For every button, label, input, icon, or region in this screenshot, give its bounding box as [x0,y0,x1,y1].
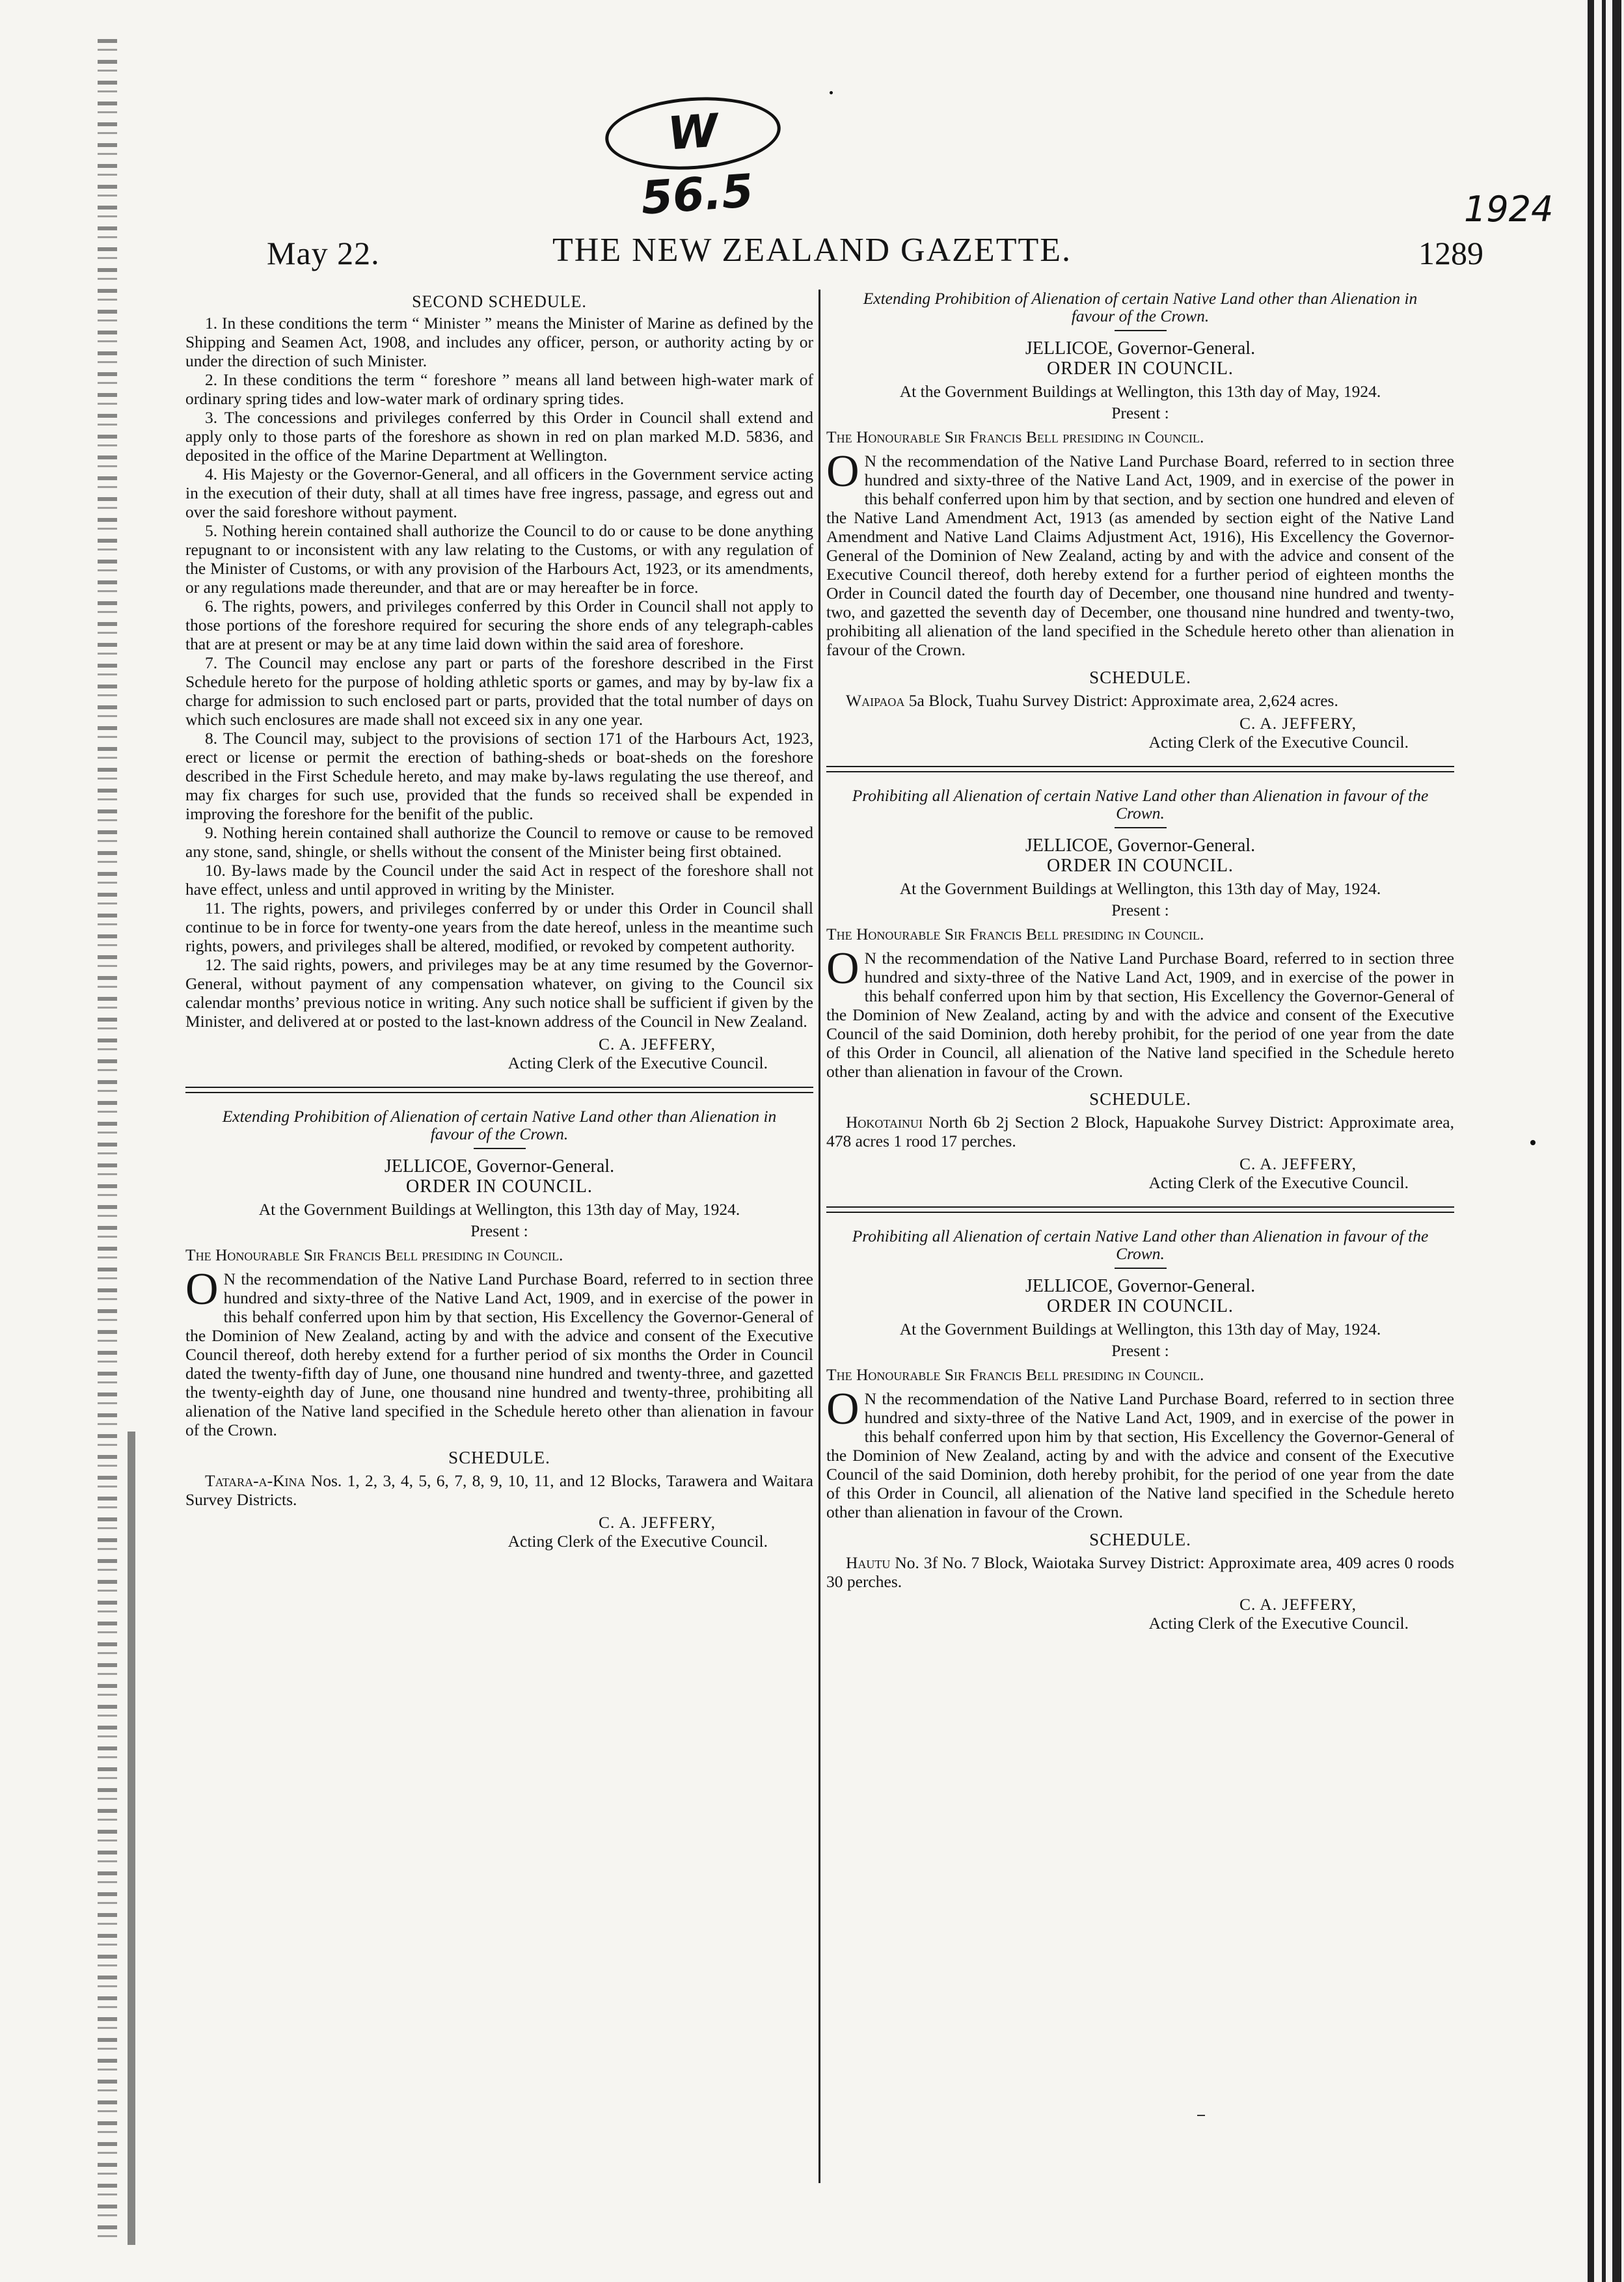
order-body-text: N the recommendation of the Native Land Purchase Board, referred to in section three hundred and sixty-three of the Native Land Act, 1909, and in exercise of the power in this behalf conferred upon him by that section, His Excellency the Governor-General of the Dominion of New Zealand, acting by and with the advice and consent of the Executive Council of the said Dominion, doth hereby prohibit, for the period of one year from the date of this Order in Council, all alienation of the Native land specified in the Schedule hereto other than alienation in favour of the Crown. [826,949,1454,1081]
handwritten-year-mark: 1924 [1464,189,1554,230]
drop-cap: O [185,1264,219,1314]
schedule-heading: SCHEDULE. [1089,1089,1191,1109]
presiding-line: The Honourable Sir Francis Bell presiding in Council. [826,1365,1204,1384]
condition-2: 2. In these conditions the term “ foreshore ” means all land between high-water mark of ordinary spring tides and low-water mark of ordinary spring tides. [185,370,813,408]
scan-speck [1530,1140,1536,1145]
condition-5: 5. Nothing herein contained shall authorize the Council to do or cause to be done anything repugnant to or inconsistent with any law relating to the Customs, or with any regulation of the Minister of Customs, or with any provision of the Harbours Act, 1923, or its amendments, or any regulations made thereunder, and that are or may hereafter be in force. [185,521,813,597]
order-body-text: N the recommendation of the Native Land Purchase Board, referred to in section three hundred and sixty-three of the Native Land Act, 1909, and in exercise of the power in this behalf conferred upon him by that section, His Excellency the Governor-General of the Dominion of New Zealand, acting by and with the advice and consent of the Executive Council thereof, doth hereby extend for a further period of six months the Order in Council dated the twenty-fifth day of June, one thousand nine hundred and twenty-three, and gazetted the twenty-eighth day of June, one thousand nine hundred and twenty-three, prohibiting all alienation of the Native land specified in the Schedule hereto other than alienation in favour of the Crown. [185,1270,813,1439]
order-body [185,1264,813,1439]
short-rule [1115,1268,1167,1269]
schedule-heading: SCHEDULE. [1089,668,1191,687]
schedule-body [826,1553,1454,1591]
schedule-body [185,1471,813,1509]
signature-title: Acting Clerk of the Executive Council. [508,1053,768,1072]
short-rule [1115,827,1167,828]
signature-title: Acting Clerk of the Executive Council. [1148,1173,1409,1192]
order-title: Extending Prohibition of Alienation of certain Native Land other than Alienation in favour of the Crown. [863,289,1418,325]
present-label: Present : [1111,901,1169,919]
signature-title: Acting Clerk of the Executive Council. [508,1532,768,1551]
condition-6: 6. The rights, powers, and privileges conferred by this Order in Council shall not apply to those portions of the foreshore required for securing the shore ends of any telegraph-cables that are at present or may be at any time laid down within the said area of foreshore. [185,597,813,653]
scan-edge-right-2 [1602,0,1606,2282]
order-place-date: At the Government Buildings at Wellington, this 13th day of May, 1924. [258,1200,740,1219]
signature-name: C. A. JEFFERY, [1239,714,1357,733]
order-title: Extending Prohibition of Alienation of certain Native Land other than Alienation in favour of the Crown. [222,1107,777,1143]
scan-edge-right [1588,0,1594,2282]
condition-10: 10. By-laws made by the Council under the said Act in respect of the foreshore shall not have effect, unless and until approved in writing by the Minister. [185,861,813,899]
presiding-line: The Honourable Sir Francis Bell presiding in Council. [826,428,1204,446]
scan-edge-left [98,39,117,2245]
scan-edge-binding [128,1432,135,2245]
section-separator [185,1087,813,1093]
section-separator [826,1206,1454,1213]
drop-cap: O [826,1384,859,1434]
order-place-date: At the Government Buildings at Wellington, this 13th day of May, 1924. [899,879,1381,898]
order-place-date: At the Government Buildings at Wellington, this 13th day of May, 1924. [899,1320,1381,1338]
order-title: Prohibiting all Alienation of certain Native Land other than Alienation in favour of the Crown. [852,786,1429,822]
schedule-land-detail: 5a Block, Tuahu Survey District: Approximate area, 2,624 acres. [904,691,1338,710]
signature-name: C. A. JEFFERY, [598,1513,716,1532]
order-heading: ORDER IN COUNCIL. [1047,359,1234,379]
order-body-text: N the recommendation of the Native Land Purchase Board, referred to in section three hundred and sixty-three of the Native Land Act, 1909, and in exercise of the power in this behalf conferred upon him by that section, and by section one hundred and eleven of the Native Land Amendment Act, 1913 (as amended by section eight of the Native Land Amendment and Native Land Claims Adjustment Act, 1916), His Excellency the Governor-General of the Dominion of New Zealand, acting by and with the advice and consent of the Executive Council thereof, doth hereby extend for a further period of eighteen months the Order in Council dated the fourth day of December, one thousand nine hundred and twenty-two, and gazetted the seventh day of December, one thousand nine hundred and twenty-two, prohibiting all alienation of the land specified in the Schedule hereto other than alienation in favour of the Crown. [826,452,1454,659]
order-body [826,944,1454,1081]
scan-speck [1197,2115,1205,2116]
present-label: Present : [470,1221,528,1240]
header-page-number: 1289 [1418,235,1483,271]
short-rule [1115,330,1167,331]
signature-title: Acting Clerk of the Executive Council. [1148,733,1409,752]
signature-name: C. A. JEFFERY, [1239,1154,1357,1173]
left-column [185,290,813,1551]
presiding-line: The Honourable Sir Francis Bell presiding in Council. [826,925,1204,944]
schedule-heading: SCHEDULE. [1089,1530,1191,1549]
condition-8: 8. The Council may, subject to the provisions of section 171 of the Harbours Act, 1923, erect or license or permit the erection of bathing-sheds or boat-sheds on the foreshore described in the First Schedule hereto, and may make by-laws regulating the use thereof, and may fix charges for such use, provided that the funds so received shall be expended in improving the foreshore for the benifit of the public. [185,729,813,823]
handwritten-reference-mark: W 56.5 [602,92,783,176]
drop-cap: O [826,446,859,496]
present-label: Present : [1111,403,1169,422]
scan-edge-right-3 [1612,0,1621,2282]
condition-11: 11. The rights, powers, and privileges conferred by or under this Order in Council shall continue to be in force for twenty-one years from the date hereof, unless in the meantime such rights, powers, and privileges shall be altered, modified, or revoked by competent authority. [185,899,813,955]
signature-title: Acting Clerk of the Executive Council. [1148,1614,1409,1633]
schedule-body [826,691,1454,710]
schedule-land-detail: No. 3f No. 7 Block, Waiotaka Survey District: Approximate area, 409 acres 0 roods 30 perches. [826,1553,1454,1591]
schedule-land-name: Hokotainui [846,1113,923,1132]
condition-7: 7. The Council may enclose any part or parts of the foreshore described in the First Schedule hereto for the purpose of holding athletic sports or games, and may by by-law fix a charge for admission to such enclosed part or parts, provided that the total number of days on which such enclosures are made shall not exceed six in any one year. [185,653,813,729]
governor-line: JELLICOE, Governor-General. [1025,338,1256,359]
governor-line: JELLICOE, Governor-General. [384,1156,615,1176]
presiding-line: The Honourable Sir Francis Bell presiding in Council. [185,1245,563,1264]
schedule-land-detail: North 6b 2j Section 2 Block, Hapuakohe Survey District: Approximate area, 478 acres 1 rood 17 perches. [826,1113,1454,1150]
schedule-land-name: Waipaoa [846,691,905,710]
second-schedule-heading: SECOND SCHEDULE. [412,292,587,311]
schedule-land-name: Tatara-a-Kina [205,1471,306,1490]
order-body [826,1384,1454,1521]
scan-speck [830,91,833,94]
signature-name: C. A. JEFFERY, [1239,1595,1357,1614]
governor-line: JELLICOE, Governor-General. [1025,1276,1256,1296]
order-body [826,446,1454,659]
schedule-land-name: Hautu [846,1553,891,1572]
condition-12: 12. The said rights, powers, and privileges may be at any time resumed by the Governor-General, without payment of any compensation whatever, on giving to the Council six calendar months’ previous notice in writing. Any such notice shall be sufficient if given by the Minister, and delivered at or posted to the last-known address of the Council in New Zealand. [185,955,813,1031]
section-separator [826,766,1454,772]
right-column [826,290,1454,1633]
condition-1: 1. In these conditions the term “ Minister ” means the Minister of Marine as defined by the Shipping and Seamen Act, 1908, and includes any officer, person, or authority acting by or under the direction of such Minister. [185,314,813,370]
condition-4: 4. His Majesty or the Governor-General, and all officers in the Government service acting in the execution of their duty, shall at all times have free ingress, passage, and egress out and over the said foreshore without payment. [185,465,813,521]
order-place-date: At the Government Buildings at Wellington, this 13th day of May, 1924. [899,382,1381,401]
schedule-heading: SCHEDULE. [448,1448,550,1467]
order-heading: ORDER IN COUNCIL. [1047,1296,1234,1316]
drop-cap: O [826,944,859,994]
header-title: THE NEW ZEALAND GAZETTE. [552,232,1072,269]
condition-9: 9. Nothing herein contained shall authorize the Council to remove or cause to be removed any stone, sand, shingle, or shells without the consent of the Minister being first obtained. [185,823,813,861]
short-rule [474,1148,526,1149]
order-title: Prohibiting all Alienation of certain Native Land other than Alienation in favour of the Crown. [852,1227,1429,1263]
order-heading: ORDER IN COUNCIL. [406,1176,593,1197]
schedule-body [826,1113,1454,1150]
column-divider [819,290,820,2183]
order-body-text: N the recommendation of the Native Land Purchase Board, referred to in section three hundred and sixty-three of the Native Land Act, 1909, and in exercise of the power in this behalf conferred upon him by that section, His Excellency the Governor-General of the Dominion of New Zealand, acting by and with the advice and consent of the Executive Council of the said Dominion, doth hereby prohibit, for the period of one year from the date of this Order in Council, all alienation of the Native land specified in the Schedule hereto other than alienation in favour of the Crown. [826,1389,1454,1521]
governor-line: JELLICOE, Governor-General. [1025,835,1256,856]
signature-name: C. A. JEFFERY, [598,1035,716,1053]
present-label: Present : [1111,1341,1169,1360]
condition-3: 3. The concessions and privileges conferred by this Order in Council shall extend and apply only to those parts of the foreshore as shown in red on plan marked M.D. 5836, and deposited in the office of the Marine Department at Wellington. [185,408,813,465]
order-heading: ORDER IN COUNCIL. [1047,856,1234,876]
schedule-land-detail: Nos. 1, 2, 3, 4, 5, 6, 7, 8, 9, 10, 11, and 12 Blocks, Tarawera and Waitara Survey Districts. [185,1471,813,1509]
header-date: May 22. [267,235,380,271]
